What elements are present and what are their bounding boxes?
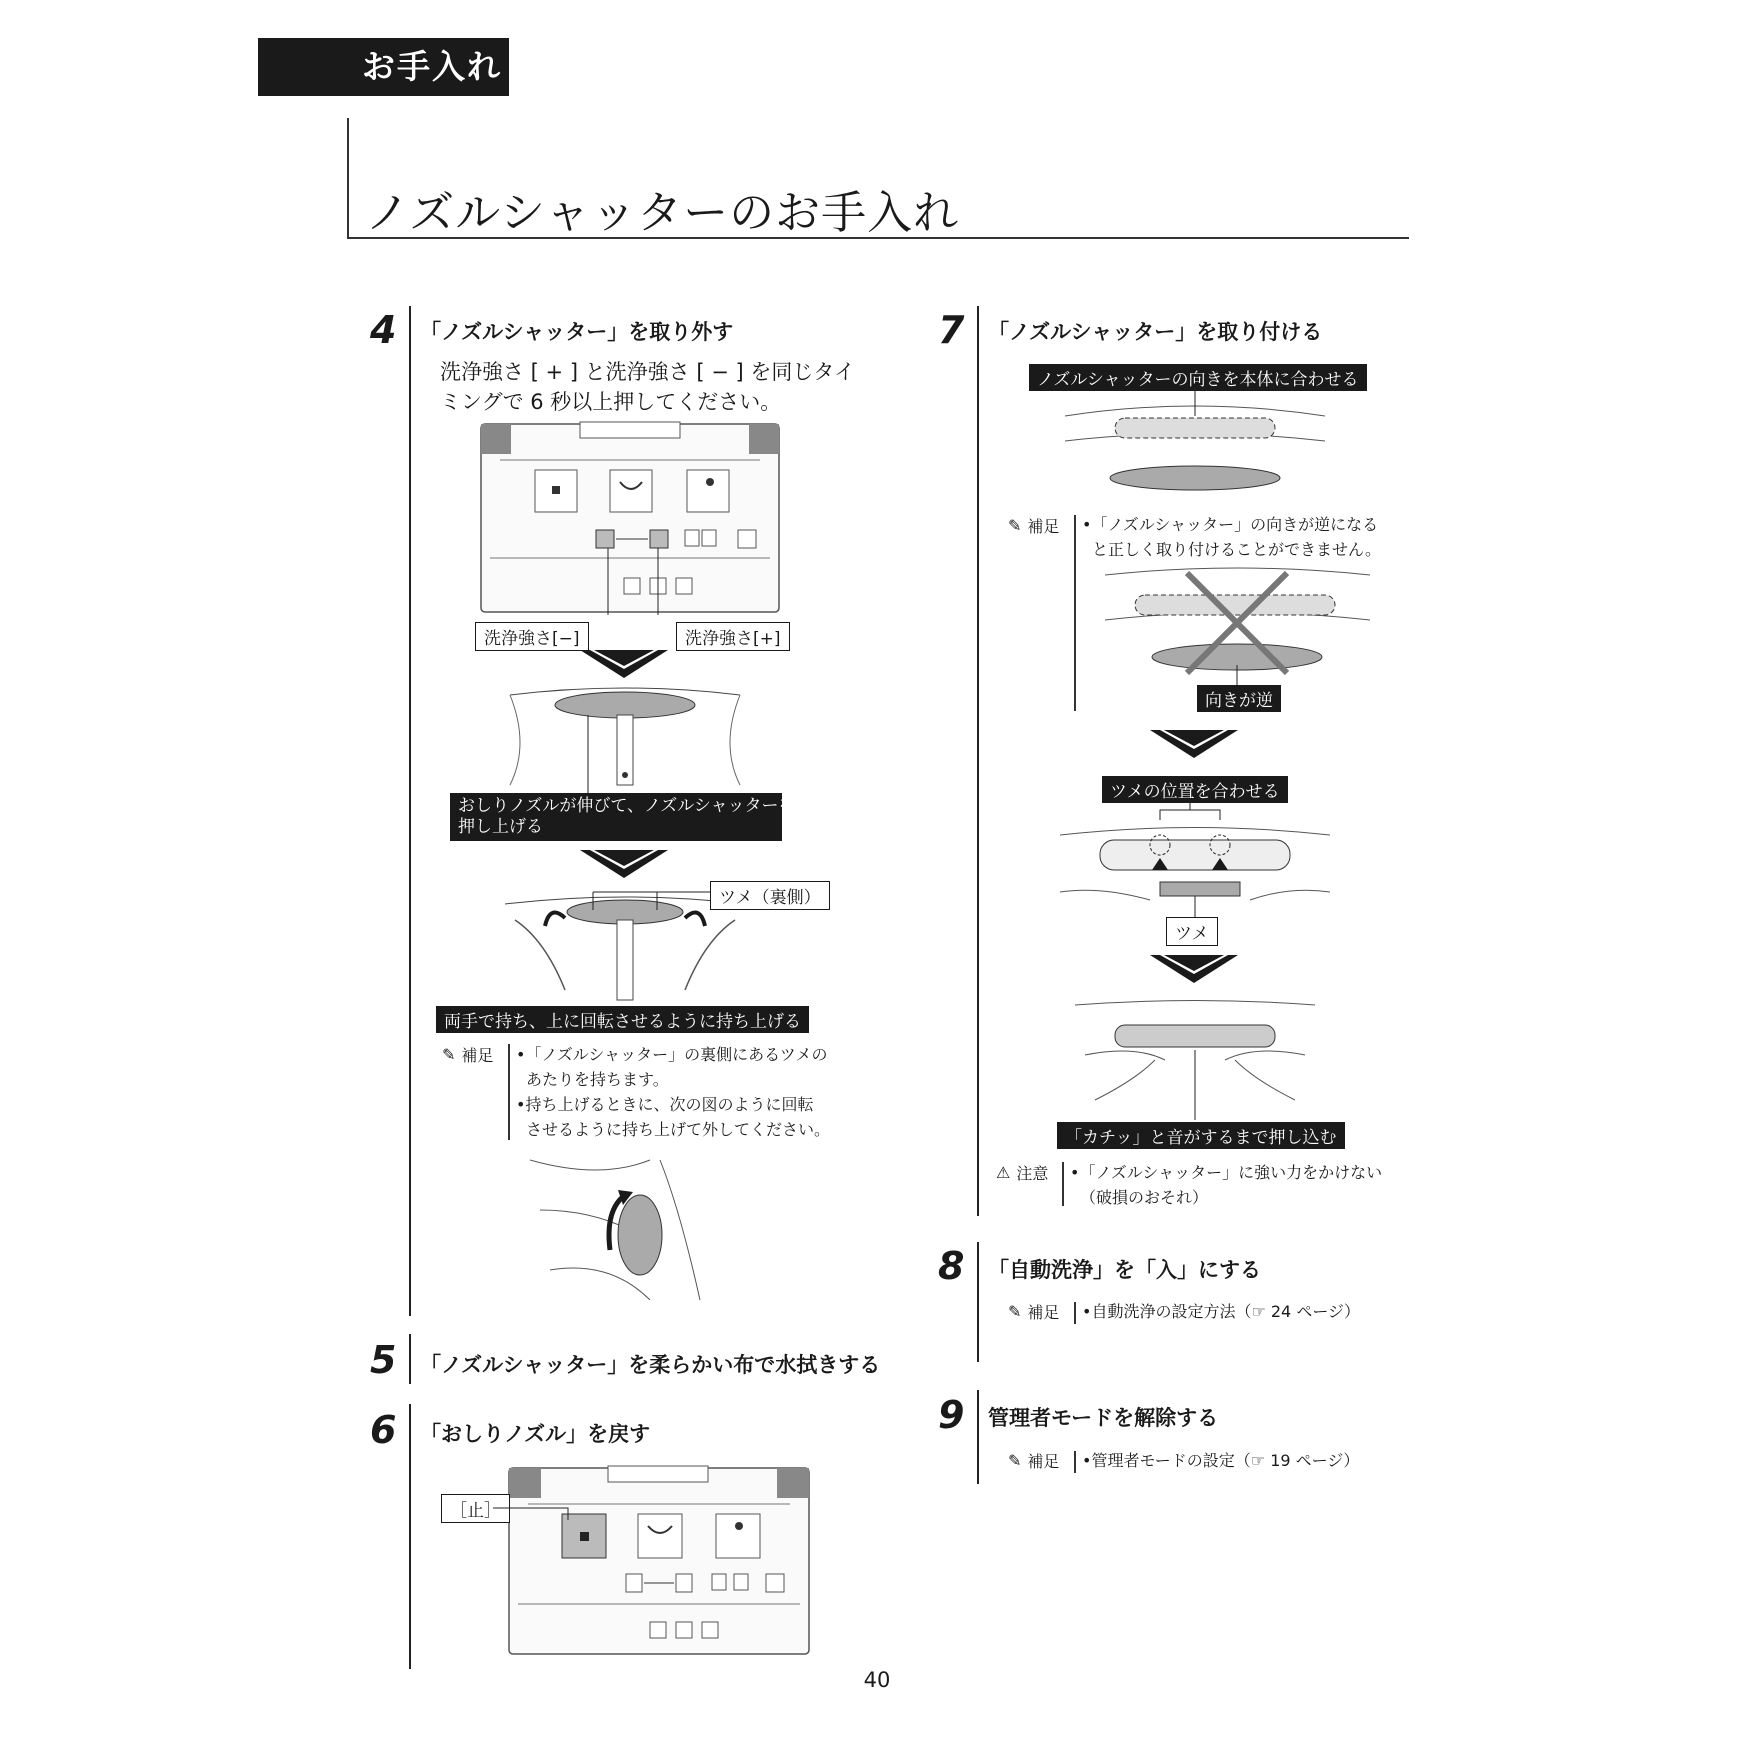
step-7-title: 「ノズルシャッター」を取り付ける: [988, 320, 1323, 344]
page-number: 40: [863, 1668, 891, 1692]
step-4-note-bar: [508, 1044, 510, 1140]
label-strength-plus: 洗浄強さ[+]: [676, 622, 790, 651]
label-align-direction: ノズルシャッターの向きを本体に合わせる: [1029, 364, 1367, 391]
step-9-rule: [977, 1390, 979, 1484]
step-9-note-head: ✎ 補足: [1008, 1451, 1060, 1471]
step-9-title: 管理者モードを解除する: [988, 1406, 1219, 1430]
step-8-note-bar: [1074, 1302, 1076, 1324]
down-arrow-4: [1150, 955, 1238, 985]
nozzle-extend-illustration: [500, 685, 750, 795]
step-4-note: •「ノズルシャッター」の裏側にあるツメの あたりを持ちます。 •持ち上げるときに、次の図のように回転 させるように持ち上げて外してください。: [516, 1045, 831, 1139]
step-9-note: •管理者モードの設定（☞ 19 ページ）: [1082, 1451, 1360, 1470]
step-7-caution-bar: [1062, 1162, 1064, 1206]
title-rule: [347, 118, 349, 239]
pencil-icon: ✎: [1008, 1302, 1022, 1321]
step-5-number: 5: [370, 1338, 397, 1382]
step-8-number: 8: [938, 1244, 965, 1288]
pencil-icon: ✎: [1008, 516, 1022, 535]
label-tsume-back: ツメ（裏側）: [710, 881, 830, 910]
step-7-caution-head: ⚠ 注意: [996, 1163, 1049, 1183]
step-4-note-head: ✎ 補足: [442, 1045, 494, 1065]
caption-lift: 両手で持ち、上に回転させるように持ち上げる: [436, 1006, 809, 1033]
label-tsume: ツメ: [1166, 917, 1218, 946]
step-5-rule: [409, 1334, 411, 1384]
step-4-number: 4: [370, 308, 397, 352]
step-6-rule: [409, 1404, 411, 1669]
caption-press-click: 「カチッ」と音がするまで押し込む: [1057, 1122, 1345, 1149]
pencil-icon: ✎: [442, 1045, 456, 1064]
down-arrow-2: [580, 850, 668, 880]
step-8-note-head: ✎ 補足: [1008, 1302, 1060, 1322]
step-7-note-head: ✎ 補足: [1008, 516, 1060, 536]
step-6-title: 「おしりノズル」を戻す: [420, 1422, 651, 1446]
step-9-number: 9: [938, 1393, 965, 1437]
step-7-number: 7: [938, 308, 965, 352]
caption-nozzle-push: おしりノズルが伸びて、ノズルシャッターを 押し上げる: [450, 793, 782, 841]
hands-lift-illustration: [505, 880, 745, 1005]
label-tsume-position: ツメの位置を合わせる: [1102, 776, 1288, 803]
rotate-hand-illustration: [530, 1150, 710, 1300]
down-arrow-1: [580, 650, 668, 680]
step-5-title: 「ノズルシャッター」を柔らかい布で水拭きする: [420, 1353, 881, 1377]
page-title: ノズルシャッターのお手入れ: [365, 186, 960, 239]
step-6-number: 6: [370, 1408, 397, 1452]
tsume-align-illustration: [1060, 800, 1330, 920]
step-9-note-bar: [1074, 1451, 1076, 1473]
step-4-rule: [409, 306, 411, 1316]
press-in-illustration: [1075, 1000, 1315, 1120]
step-8-note: •自動洗浄の設定方法（☞ 24 ページ）: [1082, 1302, 1360, 1321]
down-arrow-3: [1150, 730, 1238, 760]
stop-leader-line: [493, 1500, 573, 1520]
step-4-instruction: 洗浄強さ [ + ] と洗浄強さ [ − ] を同じタイ ミングで 6 秒以上押してください。: [440, 360, 855, 414]
section-tab: お手入れ: [258, 38, 509, 96]
step-8-rule: [977, 1242, 979, 1362]
label-strength-minus: 洗浄強さ[−]: [475, 622, 589, 651]
step-7-note-bar: [1074, 515, 1076, 711]
step-7-note: •「ノズルシャッター」の向きが逆になる と正しく取り付けることができません。: [1082, 515, 1381, 559]
reversed-shutter-illustration: [1105, 565, 1370, 685]
control-panel-illustration: [480, 420, 780, 615]
control-panel-stop-illustration: [508, 1464, 810, 1656]
step-4-title: 「ノズルシャッター」を取り外す: [420, 320, 734, 344]
step-8-title: 「自動洗浄」を「入」にする: [988, 1258, 1261, 1282]
step-7-caution: •「ノズルシャッター」に強い力をかけない （破損のおそれ）: [1070, 1163, 1383, 1207]
shutter-orientation-illustration: [1065, 386, 1325, 496]
pencil-icon: ✎: [1008, 1451, 1022, 1470]
label-stop: ［止］: [441, 1494, 510, 1523]
step-7-rule: [977, 306, 979, 1216]
warning-icon: ⚠: [996, 1163, 1011, 1182]
label-reversed: 向きが逆: [1197, 685, 1281, 712]
